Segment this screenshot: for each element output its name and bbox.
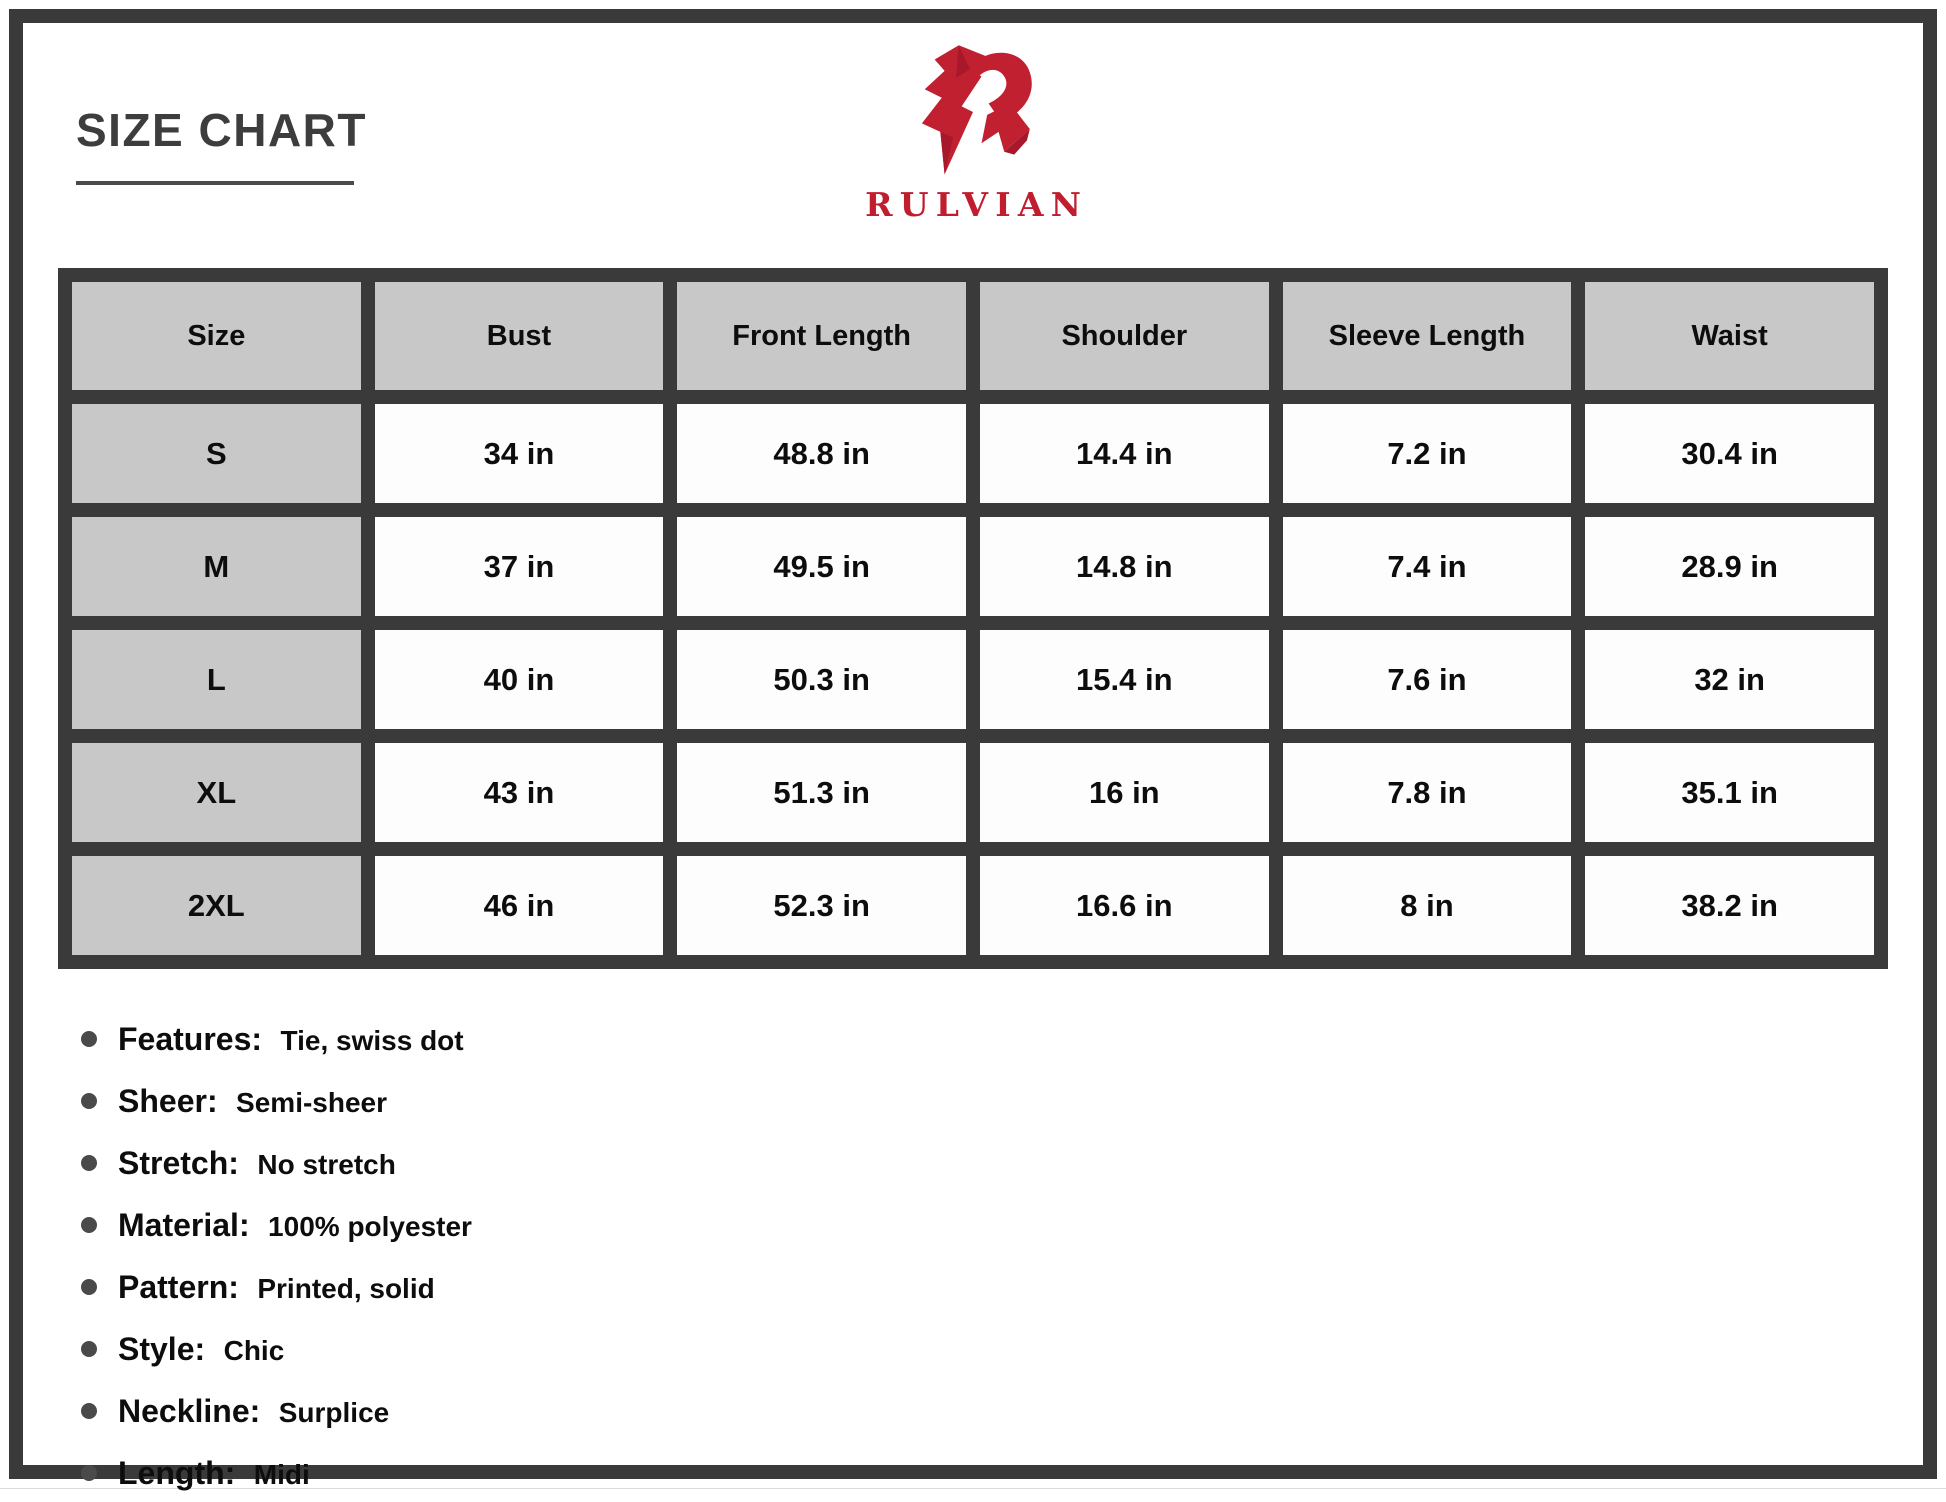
bullet-icon bbox=[81, 1031, 97, 1047]
detail-label: Stretch: bbox=[118, 1145, 239, 1181]
cell-waist: 30.4 in bbox=[1585, 404, 1874, 503]
cell-bust: 46 in bbox=[375, 856, 664, 955]
cell-shoulder: 15.4 in bbox=[980, 630, 1269, 729]
detail-label: Features: bbox=[118, 1021, 263, 1057]
column-header-waist: Waist bbox=[1585, 282, 1874, 390]
list-item bbox=[73, 1327, 1923, 1378]
detail-label: Length: bbox=[118, 1455, 236, 1491]
row-size-label: S bbox=[72, 404, 361, 503]
table-header-row bbox=[72, 282, 1874, 390]
list-item bbox=[73, 1017, 1923, 1068]
cell-bust: 37 in bbox=[375, 517, 664, 616]
detail-label: Material: bbox=[118, 1207, 250, 1243]
row-size-label: 2XL bbox=[72, 856, 361, 955]
cell-waist: 28.9 in bbox=[1585, 517, 1874, 616]
cell-sleeve-length: 7.2 in bbox=[1283, 404, 1572, 503]
cell-waist: 35.1 in bbox=[1585, 743, 1874, 842]
column-header-front-length: Front Length bbox=[677, 282, 966, 390]
bullet-icon bbox=[81, 1403, 97, 1419]
bullet-icon bbox=[81, 1093, 97, 1109]
cell-sleeve-length: 8 in bbox=[1283, 856, 1572, 955]
cell-sleeve-length: 7.6 in bbox=[1283, 630, 1572, 729]
row-size-label: M bbox=[72, 517, 361, 616]
row-size-label: L bbox=[72, 630, 361, 729]
list-item bbox=[73, 1079, 1923, 1130]
bullet-icon bbox=[81, 1341, 97, 1357]
cell-front-length: 50.3 in bbox=[677, 630, 966, 729]
detail-label: Sheer: bbox=[118, 1083, 218, 1119]
detail-label: Neckline: bbox=[118, 1393, 261, 1429]
cell-waist: 32 in bbox=[1585, 630, 1874, 729]
bullet-icon bbox=[81, 1155, 97, 1171]
detail-value: Semi-sheer bbox=[236, 1087, 388, 1118]
bullet-icon bbox=[81, 1279, 97, 1295]
list-item bbox=[73, 1141, 1923, 1192]
cell-front-length: 52.3 in bbox=[677, 856, 966, 955]
list-item bbox=[73, 1451, 1923, 1502]
bullet-icon bbox=[81, 1465, 97, 1481]
cell-shoulder: 16 in bbox=[980, 743, 1269, 842]
size-table bbox=[58, 268, 1888, 969]
cell-bust: 43 in bbox=[375, 743, 664, 842]
brand-wordmark: RULVIAN bbox=[865, 185, 1089, 224]
outer-frame bbox=[9, 9, 1937, 1491]
column-header-bust: Bust bbox=[375, 282, 664, 390]
detail-value: 100% polyester bbox=[268, 1211, 472, 1242]
list-item bbox=[73, 1265, 1923, 1316]
cell-bust: 40 in bbox=[375, 630, 664, 729]
cell-shoulder: 14.8 in bbox=[980, 517, 1269, 616]
cell-sleeve-length: 7.8 in bbox=[1283, 743, 1572, 842]
detail-value: Surplice bbox=[278, 1397, 390, 1428]
detail-value: No stretch bbox=[257, 1149, 396, 1180]
title-underline bbox=[76, 181, 354, 185]
row-size-label: XL bbox=[72, 743, 361, 842]
rulvian-r-mark-icon bbox=[898, 41, 1048, 183]
table-row bbox=[72, 517, 1874, 616]
column-header-size: Size bbox=[72, 282, 361, 390]
cell-front-length: 48.8 in bbox=[677, 404, 966, 503]
table-row bbox=[72, 630, 1874, 729]
detail-value: Midi bbox=[253, 1459, 310, 1490]
brand-logo bbox=[793, 41, 1153, 224]
product-details-list bbox=[73, 1017, 1923, 1502]
cell-sleeve-length: 7.4 in bbox=[1283, 517, 1572, 616]
header-area bbox=[23, 23, 1923, 268]
cell-waist: 38.2 in bbox=[1585, 856, 1874, 955]
cell-bust: 34 in bbox=[375, 404, 664, 503]
page-title: SIZE CHART bbox=[76, 104, 367, 156]
list-item bbox=[73, 1203, 1923, 1254]
cell-front-length: 51.3 in bbox=[677, 743, 966, 842]
bullet-icon bbox=[81, 1217, 97, 1233]
table-row bbox=[72, 743, 1874, 842]
detail-value: Printed, solid bbox=[257, 1273, 435, 1304]
column-header-shoulder: Shoulder bbox=[980, 282, 1269, 390]
detail-label: Style: bbox=[118, 1331, 206, 1367]
table-row bbox=[72, 404, 1874, 503]
detail-value: Tie, swiss dot bbox=[280, 1025, 464, 1056]
table-row bbox=[72, 856, 1874, 955]
cell-front-length: 49.5 in bbox=[677, 517, 966, 616]
detail-label: Pattern: bbox=[118, 1269, 239, 1305]
cell-shoulder: 14.4 in bbox=[980, 404, 1269, 503]
title-block bbox=[76, 104, 367, 185]
column-header-sleeve-length: Sleeve Length bbox=[1283, 282, 1572, 390]
list-item bbox=[73, 1389, 1923, 1440]
cell-shoulder: 16.6 in bbox=[980, 856, 1269, 955]
detail-value: Chic bbox=[223, 1335, 285, 1366]
